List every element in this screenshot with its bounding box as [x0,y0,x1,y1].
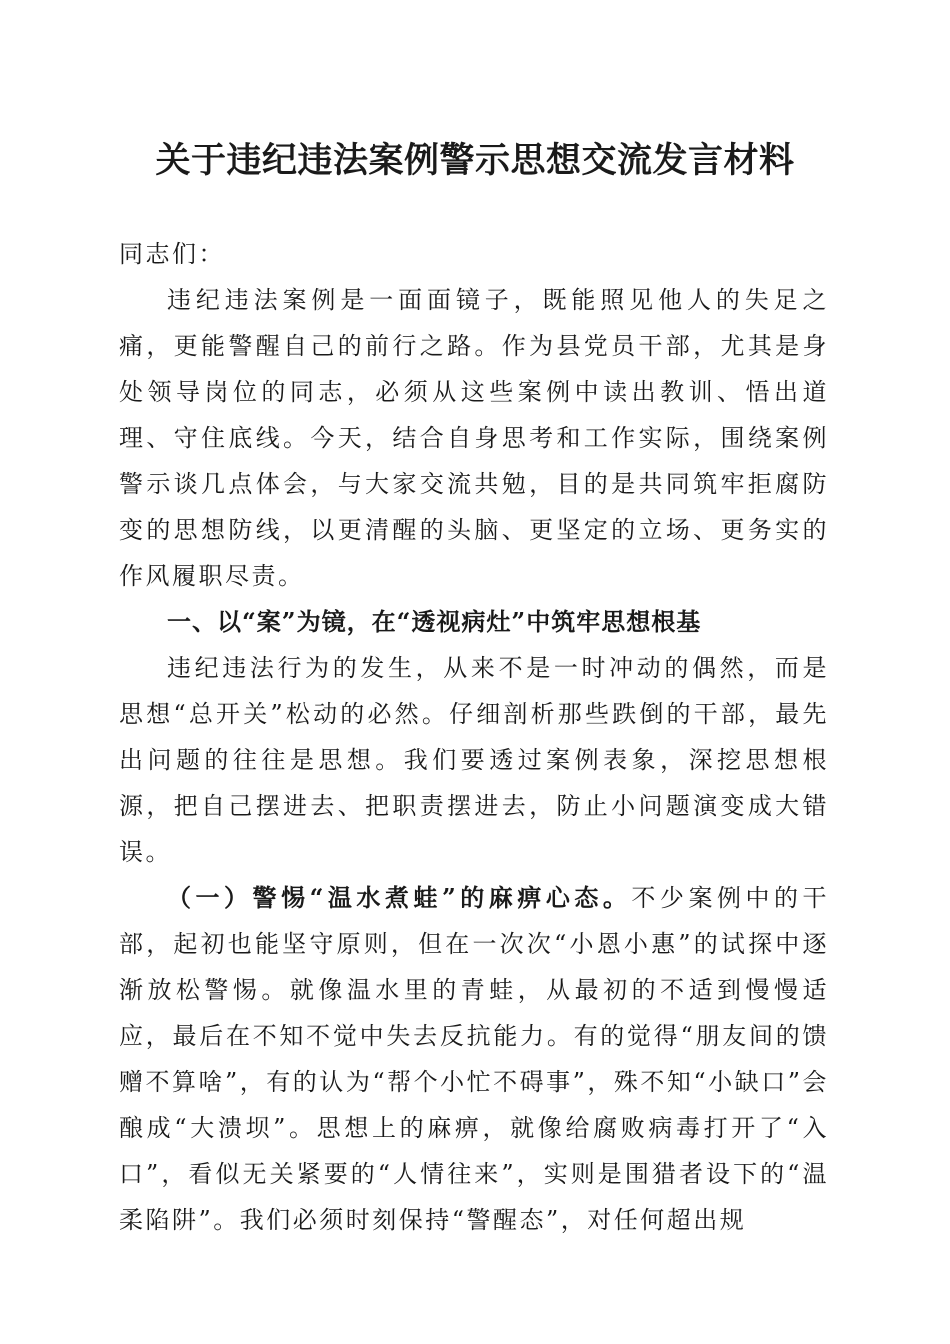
section-heading: 一、以“案”为镜，在“透视病灶”中筑牢思想根基 [167,607,702,636]
subsection-paragraph [119,875,829,1243]
document-title: 关于违纪违法案例警示思想交流发言材料 [155,140,795,181]
section-paragraph: 违纪违法行为的发生，从来不是一时冲动的偶然，而是思想“总开关”松动的必然。仔细剖析那些跌倒的干部，最先出问题的往往是思想。我们要透过案例表象，深挖思想根源，把自己摆进去、把职责摆进去，防止小问题演变成大错误。 [119,654,829,866]
salutation: 同志们： [119,240,225,268]
subsection-text: 不少案例中的干部，起初也能坚守原则，但在一次次“小恩小惠”的试探中逐渐放松警惕。就像温水里的青蛙，从最初的不适到慢慢适应，最后在不知不觉中失去反抗能力。有的觉得“朋友间的馈赠不算啥”，有的认为“帮个小忙不碍事”，殊不知“小缺口”会酿成“大溃坝”。思想上的麻痹，就像给腐败病毒打开了“入口”，看似无关紧要的“人情往来”，实则是围猎者设下的“温柔陷阱”。我们必须时刻保持“警醒态”，对任何超出规 [119,884,830,1234]
document-body [119,231,829,1243]
subsection-heading: （一）警惕“温水煮蛙”的麻痹心态。 [167,883,632,912]
intro-paragraph: 违纪违法案例是一面面镜子，既能照见他人的失足之痛，更能警醒自己的前行之路。作为县党员干部，尤其是身处领导岗位的同志，必须从这些案例中读出教训、悟出道理、守住底线。今天，结合自身思考和工作实际，围绕案例警示谈几点体会，与大家交流共勉，目的是共同筑牢拒腐防变的思想防线，以更清醒的头脑、更坚定的立场、更务实的作风履职尽责。 [119,286,829,590]
